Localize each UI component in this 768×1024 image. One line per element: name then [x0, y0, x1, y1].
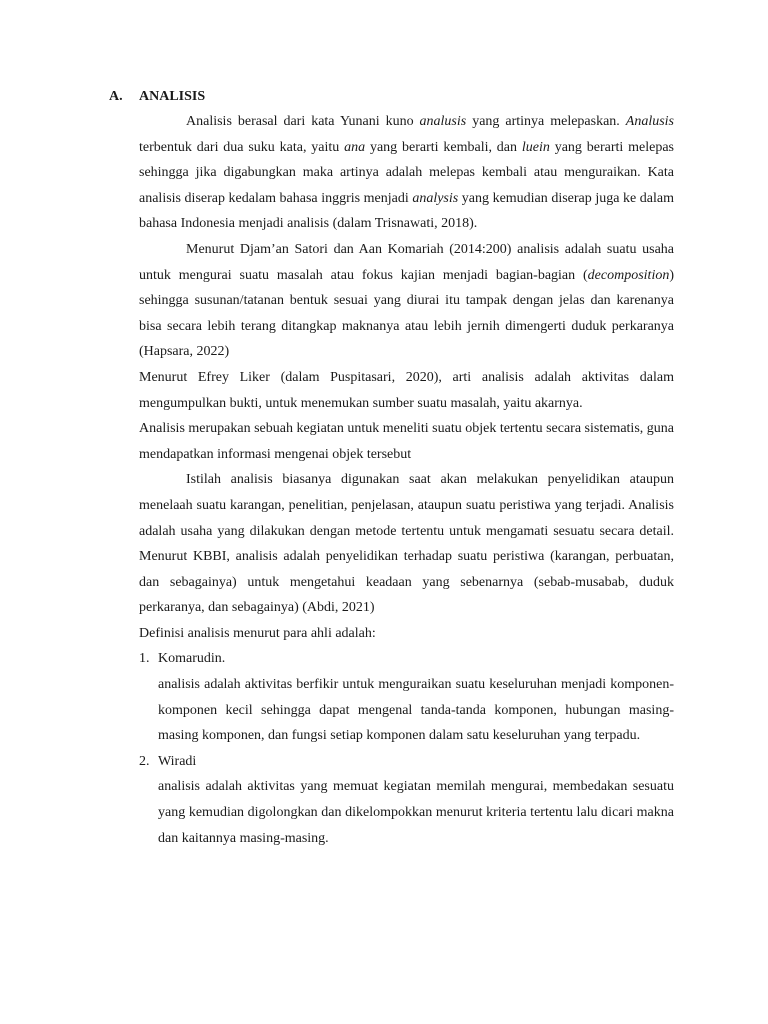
- list-item: [139, 749, 674, 851]
- section-heading: [109, 84, 674, 109]
- document-body: [109, 84, 674, 851]
- text-run: yang berarti kembali, dan: [365, 139, 522, 155]
- list-item-name: Wiradi: [158, 753, 197, 769]
- italic-term: analysis: [412, 190, 459, 206]
- paragraph-kbbi: Istilah analisis biasanya digunakan saat akan melakukan penyelidikan ataupun menelaah suatu karangan, penelitian, penjelasan, ataupun suatu peristiwa yang terjadi. Analisis adalah usaha yang dilakukan dengan metode tertentu untuk mengamati sesuatu secara detail. Menurut KBBI, analisis adalah penyelidikan terhadap suatu peristiwa (karangan, perbuatan, dan sebagainya) untuk mengetahui keadaan yang sebenarnya (sebab-musabab, duduk perkaranya, dan sebagainya) (Abdi, 2021): [139, 472, 674, 616]
- italic-term: decomposition: [587, 267, 670, 283]
- paragraph-list-intro: Definisi analisis menurut para ahli adalah:: [139, 625, 376, 641]
- list-item-text: analisis adalah aktivitas yang memuat kegiatan memilah mengurai, membedakan sesuatu yang kemudian digolongkan dan dikelompokkan menurut kriteria tertentu lalu dicari makna dan kaitannya masing-masing.: [158, 779, 674, 846]
- list-number: 1.: [139, 651, 150, 667]
- paragraph-etymology: [139, 109, 674, 237]
- section-title: ANALISIS: [139, 89, 206, 104]
- list-number: 2.: [139, 753, 150, 769]
- italic-term: luein: [521, 139, 550, 155]
- list-item: [139, 646, 674, 748]
- text-run: terbentuk dari dua suku kata, yaitu: [139, 139, 345, 155]
- section-letter: A.: [109, 89, 123, 104]
- text-run: yang kemudian diserap juga ke dalam bahasa Indonesia menjadi analisis (dalam Trisnawati, 2018).: [139, 190, 674, 232]
- text-run: Menurut Djam’an Satori dan Aan Komariah (2014:200) analisis adalah suatu usaha untuk mengurai suatu masalah atau fokus kajian menjadi bagian-bagian (: [139, 241, 674, 283]
- text-run: ) sehingga susunan/tatanan bentuk sesuai yang diurai itu tampak dengan jelas dan karenanya bisa secara lebih terang ditangkap maknanya atau lebih jernih dimengerti duduk perkaranya (Hapsara, 2022): [139, 267, 674, 360]
- italic-term: analusis: [419, 114, 467, 129]
- italic-term: Analusis: [625, 114, 674, 129]
- text-run: yang berarti melepas sehingga jika digabungkan maka artinya adalah melepas kembali atau menguraikan. Kata analisis diserap kedalam bahasa inggris menjadi: [139, 139, 674, 206]
- text-run: Analisis berasal dari kata Yunani kuno: [186, 114, 420, 129]
- paragraph-liker: Menurut Efrey Liker (dalam Puspitasari, 2020), arti analisis adalah aktivitas dalam mengumpulkan bukti, untuk menemukan sumber suatu masalah, yaitu akarnya.: [139, 369, 674, 411]
- list-item-name: Komarudin.: [158, 651, 226, 667]
- paragraph-definition: Analisis merupakan sebuah kegiatan untuk meneliti suatu objek tertentu secara sistematis, guna mendapatkan informasi mengenai objek tersebut: [139, 421, 674, 462]
- paragraph-satori: [139, 237, 674, 365]
- list-item-text: analisis adalah aktivitas berfikir untuk menguraikan suatu keseluruhan menjadi komponen-komponen kecil sehingga dapat mengenal tanda-tanda komponen, hubungan masing-masing komponen, dan fungsi setiap komponen dalam satu keseluruhan yang terpadu.: [158, 677, 674, 744]
- text-run: yang artinya melepaskan.: [466, 114, 626, 129]
- italic-term: ana: [344, 139, 366, 155]
